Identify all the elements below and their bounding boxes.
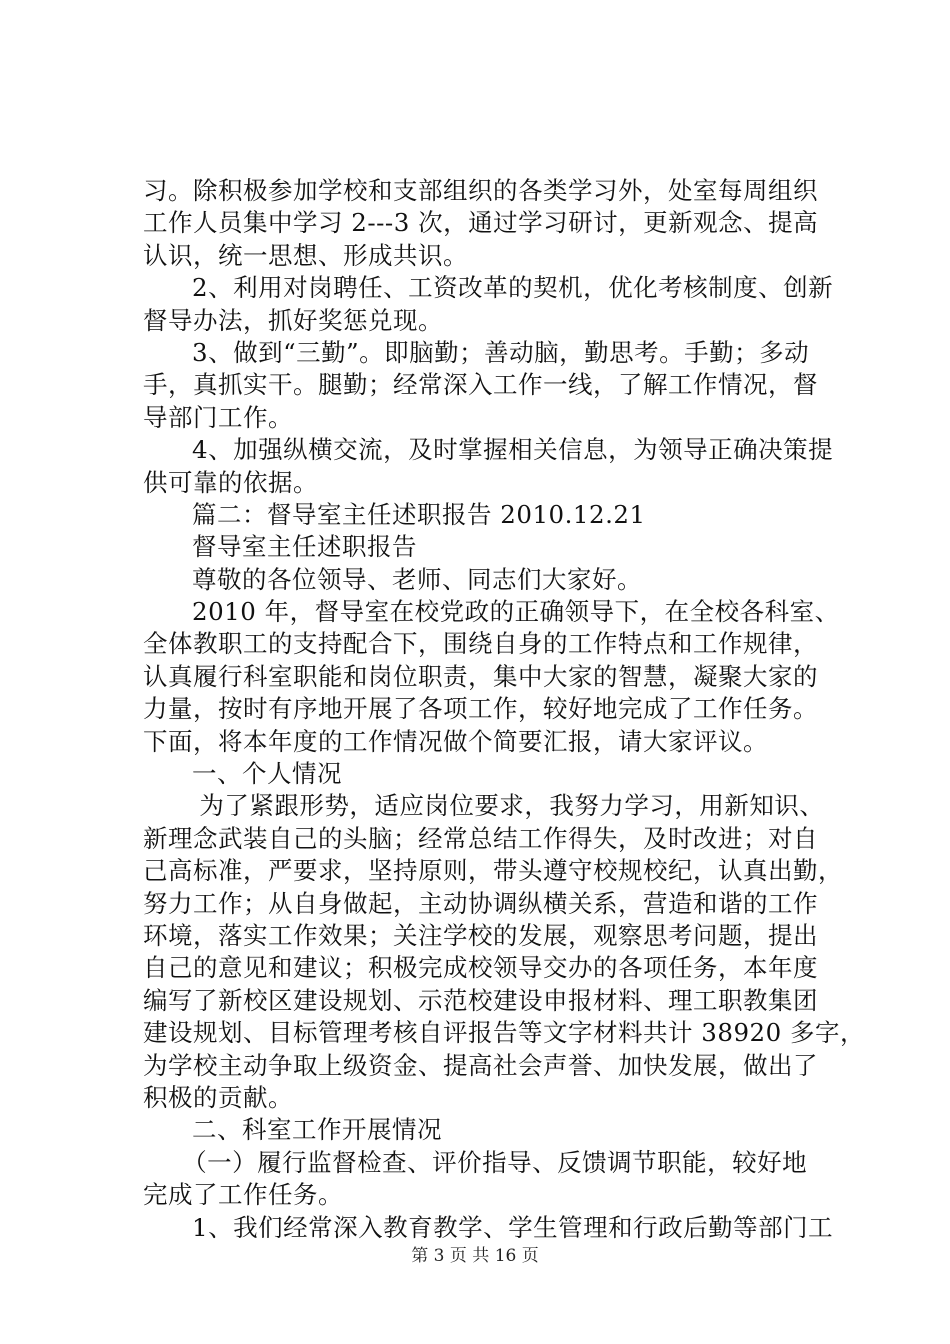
text-line: 2、利用对岗聘任、工资改革的契机，优化考核制度、创新 <box>192 273 834 303</box>
text-line: 自己的意见和建议；积极完成校领导交办的各项任务，本年度 <box>143 953 818 983</box>
text-line: 4、加强纵横交流，及时掌握相关信息，为领导正确决策提 <box>192 435 834 465</box>
text-line: 1、我们经常深入教育教学、学生管理和行政后勤等部门工 <box>192 1212 834 1242</box>
text-line: 认真履行科室职能和岗位职责，集中大家的智慧，凝聚大家的 <box>143 661 818 691</box>
text-line: 全体教职工的支持配合下，围绕自身的工作特点和工作规律， <box>143 629 818 659</box>
text-line: 为了紧跟形势，适应岗位要求，我努力学习，用新知识、 <box>199 791 825 821</box>
text-line: 编写了新校区建设规划、示范校建设申报材料、理工职教集团 <box>143 985 818 1015</box>
text-line: 新理念武装自己的头脑；经常总结工作得失，及时改进；对自 <box>143 823 818 853</box>
text-line: 工作人员集中学习 2---3 次，通过学习研讨，更新观念、提高 <box>143 208 819 238</box>
text-line: 3、做到“三勤”。即脑勤；善动脑，勤思考。手勤；多动 <box>192 337 810 367</box>
text-line: 篇二：督导室主任述职报告 2010.12.21 <box>192 499 646 529</box>
document-body <box>143 175 866 1244</box>
text-line: 尊敬的各位领导、老师、同志们大家好。 <box>192 564 642 594</box>
text-line: 建设规划、目标管理考核自评报告等文字材料共计 38920 多字， <box>143 1018 866 1048</box>
text-line: 一、个人情况 <box>192 759 342 789</box>
text-line: 2010 年，督导室在校党政的正确领导下，在全校各科室、 <box>192 597 840 627</box>
text-line: 习。除积极参加学校和支部组织的各类学习外，处室每周组织 <box>143 176 818 205</box>
text-line: 督导室主任述职报告 <box>192 532 417 562</box>
text-line: 认识，统一思想、形成共识。 <box>143 240 468 270</box>
text-line: 督导办法，抓好奖惩兑现。 <box>143 305 443 335</box>
text-line: 环境，落实工作效果；关注学校的发展，观察思考问题，提出 <box>143 920 818 950</box>
text-line: 完成了工作任务。 <box>143 1180 343 1210</box>
text-line: 手，真抓实干。腿勤；经常深入工作一线，了解工作情况，督 <box>143 370 818 400</box>
text-line: 为学校主动争取上级资金、提高社会声誉、加快发展，做出了 <box>143 1050 818 1080</box>
text-line: （一）履行监督检查、评价指导、反馈调节职能，较好地 <box>182 1147 808 1177</box>
text-line: 努力工作；从自身做起，主动协调纵横关系，营造和谐的工作 <box>143 888 818 918</box>
text-line: 供可靠的依据。 <box>143 467 318 497</box>
page-footer: 第 3 页 共 16 页 <box>411 1246 539 1266</box>
text-line: 导部门工作。 <box>143 402 293 432</box>
text-line: 二、科室工作开展情况 <box>192 1115 442 1145</box>
text-line: 下面，将本年度的工作情况做个简要汇报，请大家评议。 <box>143 726 768 756</box>
text-line: 力量，按时有序地开展了各项工作，较好地完成了工作任务。 <box>143 694 818 724</box>
text-line: 己高标准，严要求，坚持原则，带头遵守校规校纪，认真出勤， <box>143 856 843 886</box>
text-line: 积极的贡献。 <box>143 1082 293 1112</box>
